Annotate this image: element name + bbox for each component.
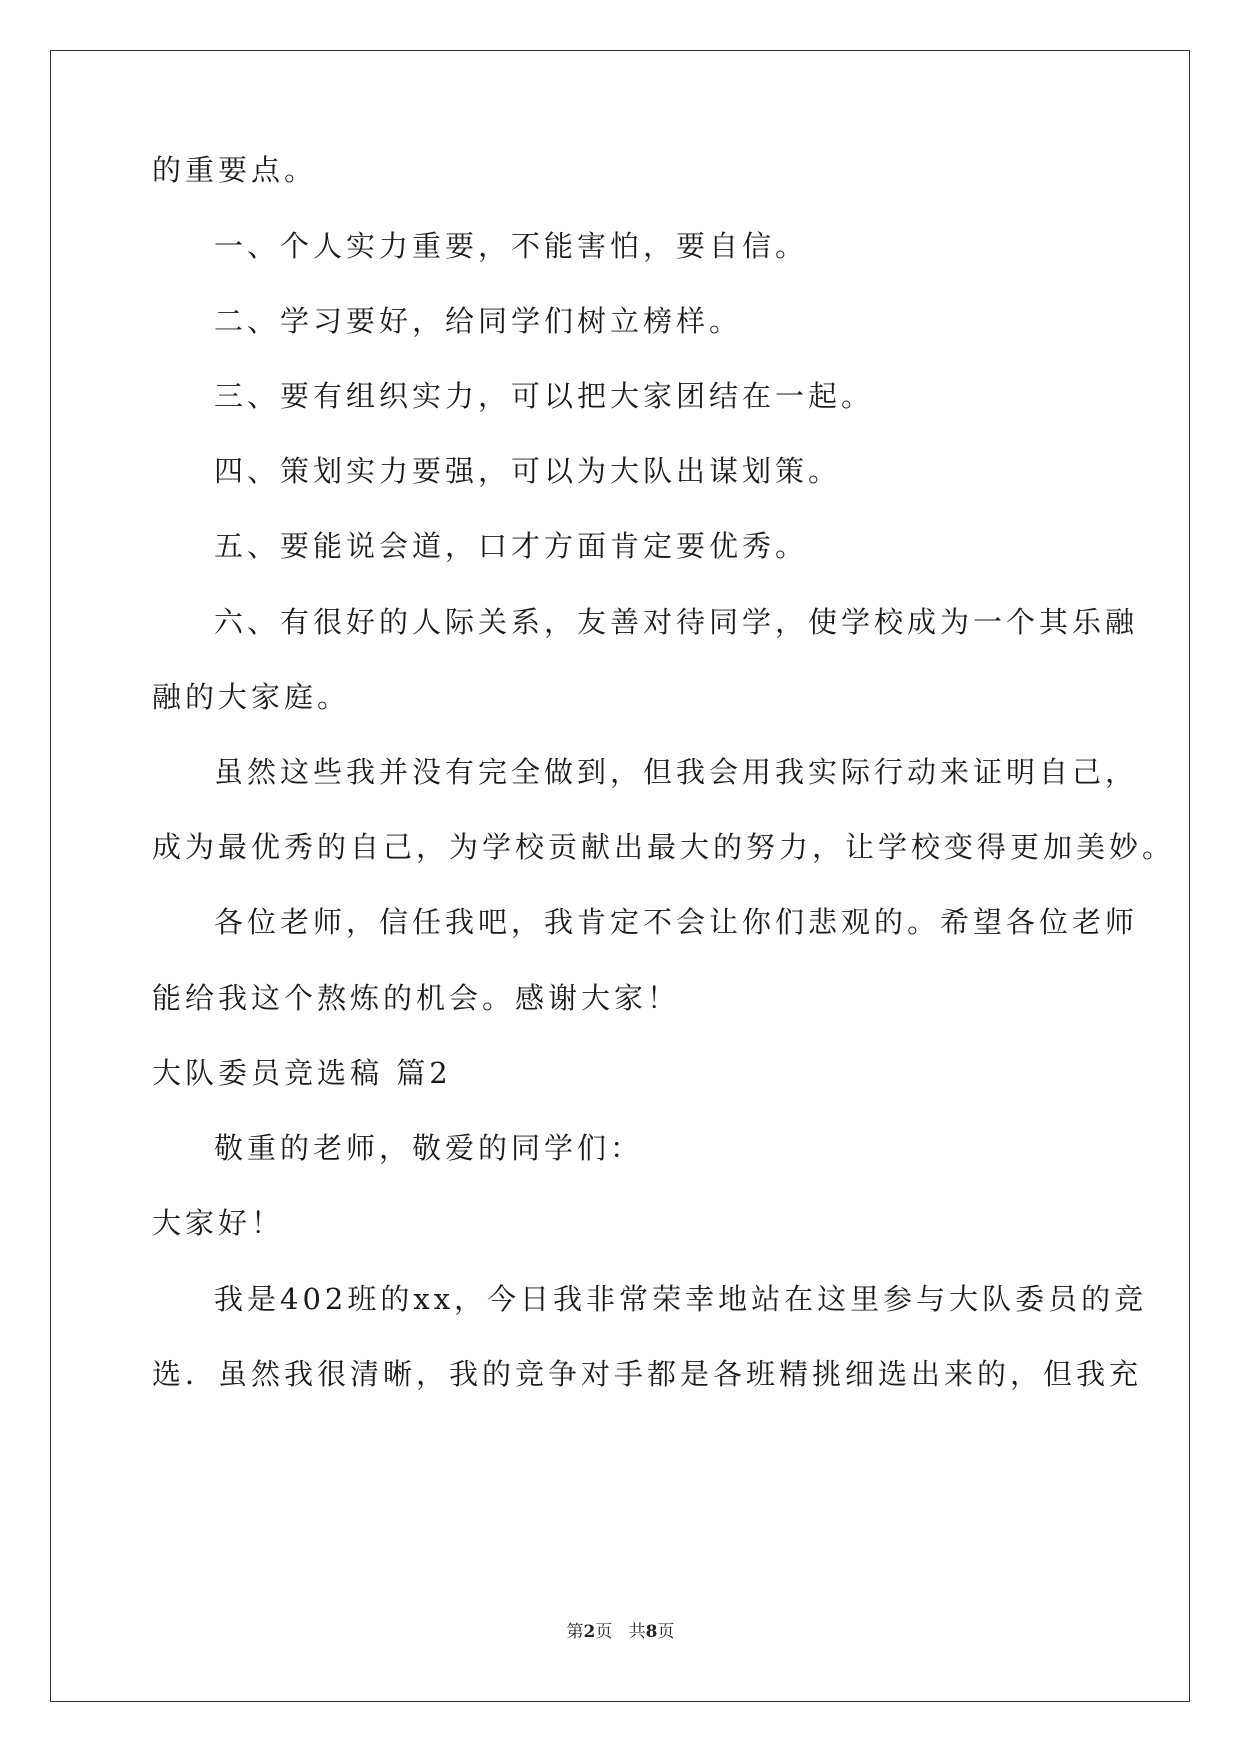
page-border: [50, 50, 1190, 1702]
section-heading: 大队委员竞选稿 篇2: [152, 1056, 452, 1090]
text-line: 融的大家庭。: [152, 680, 351, 714]
text-line: 选．虽然我很清晰，我的竞争对手都是各班精挑细选出来的，但我充: [152, 1357, 1143, 1391]
paragraph-line: 我是402班的xx，今日我非常荣幸地站在这里参与大队委员的竞: [214, 1282, 1148, 1316]
text-line: 成为最优秀的自己，为学校贡献出最大的努力，让学校变得更加美妙。: [152, 830, 1176, 864]
page-suffix: 页: [595, 1622, 613, 1642]
paragraph-line: 虽然这些我并没有完全做到，但我会用我实际行动来证明自己，: [214, 755, 1139, 789]
greeting: 大家好！: [152, 1206, 285, 1240]
list-item-4: 四、策划实力要强，可以为大队出谋划策。: [214, 454, 842, 488]
total-prefix: 共: [628, 1622, 646, 1642]
total-suffix: 页: [657, 1622, 675, 1642]
text-line: 的重要点。: [152, 153, 318, 187]
text-line: 能给我这个熬炼的机会。感谢大家！: [152, 981, 681, 1015]
list-item-6: 六、有很好的人际关系，友善对待同学，使学校成为一个其乐融: [214, 605, 1139, 639]
page-footer: [0, 1621, 1241, 1643]
list-item-1: 一、个人实力重要，不能害怕，要自信。: [214, 229, 809, 263]
paragraph-line: 各位老师，信任我吧，我肯定不会让你们悲观的。希望各位老师: [214, 905, 1139, 939]
list-item-3: 三、要有组织实力，可以把大家团结在一起。: [214, 379, 875, 413]
salutation: 敬重的老师，敬爱的同学们：: [214, 1131, 644, 1165]
total-pages: 8: [645, 1622, 658, 1642]
list-item-5: 五、要能说会道，口才方面肯定要优秀。: [214, 529, 809, 563]
page-number: 2: [583, 1622, 596, 1642]
list-item-2: 二、学习要好，给同学们树立榜样。: [214, 304, 743, 338]
page-prefix: 第: [566, 1622, 584, 1642]
